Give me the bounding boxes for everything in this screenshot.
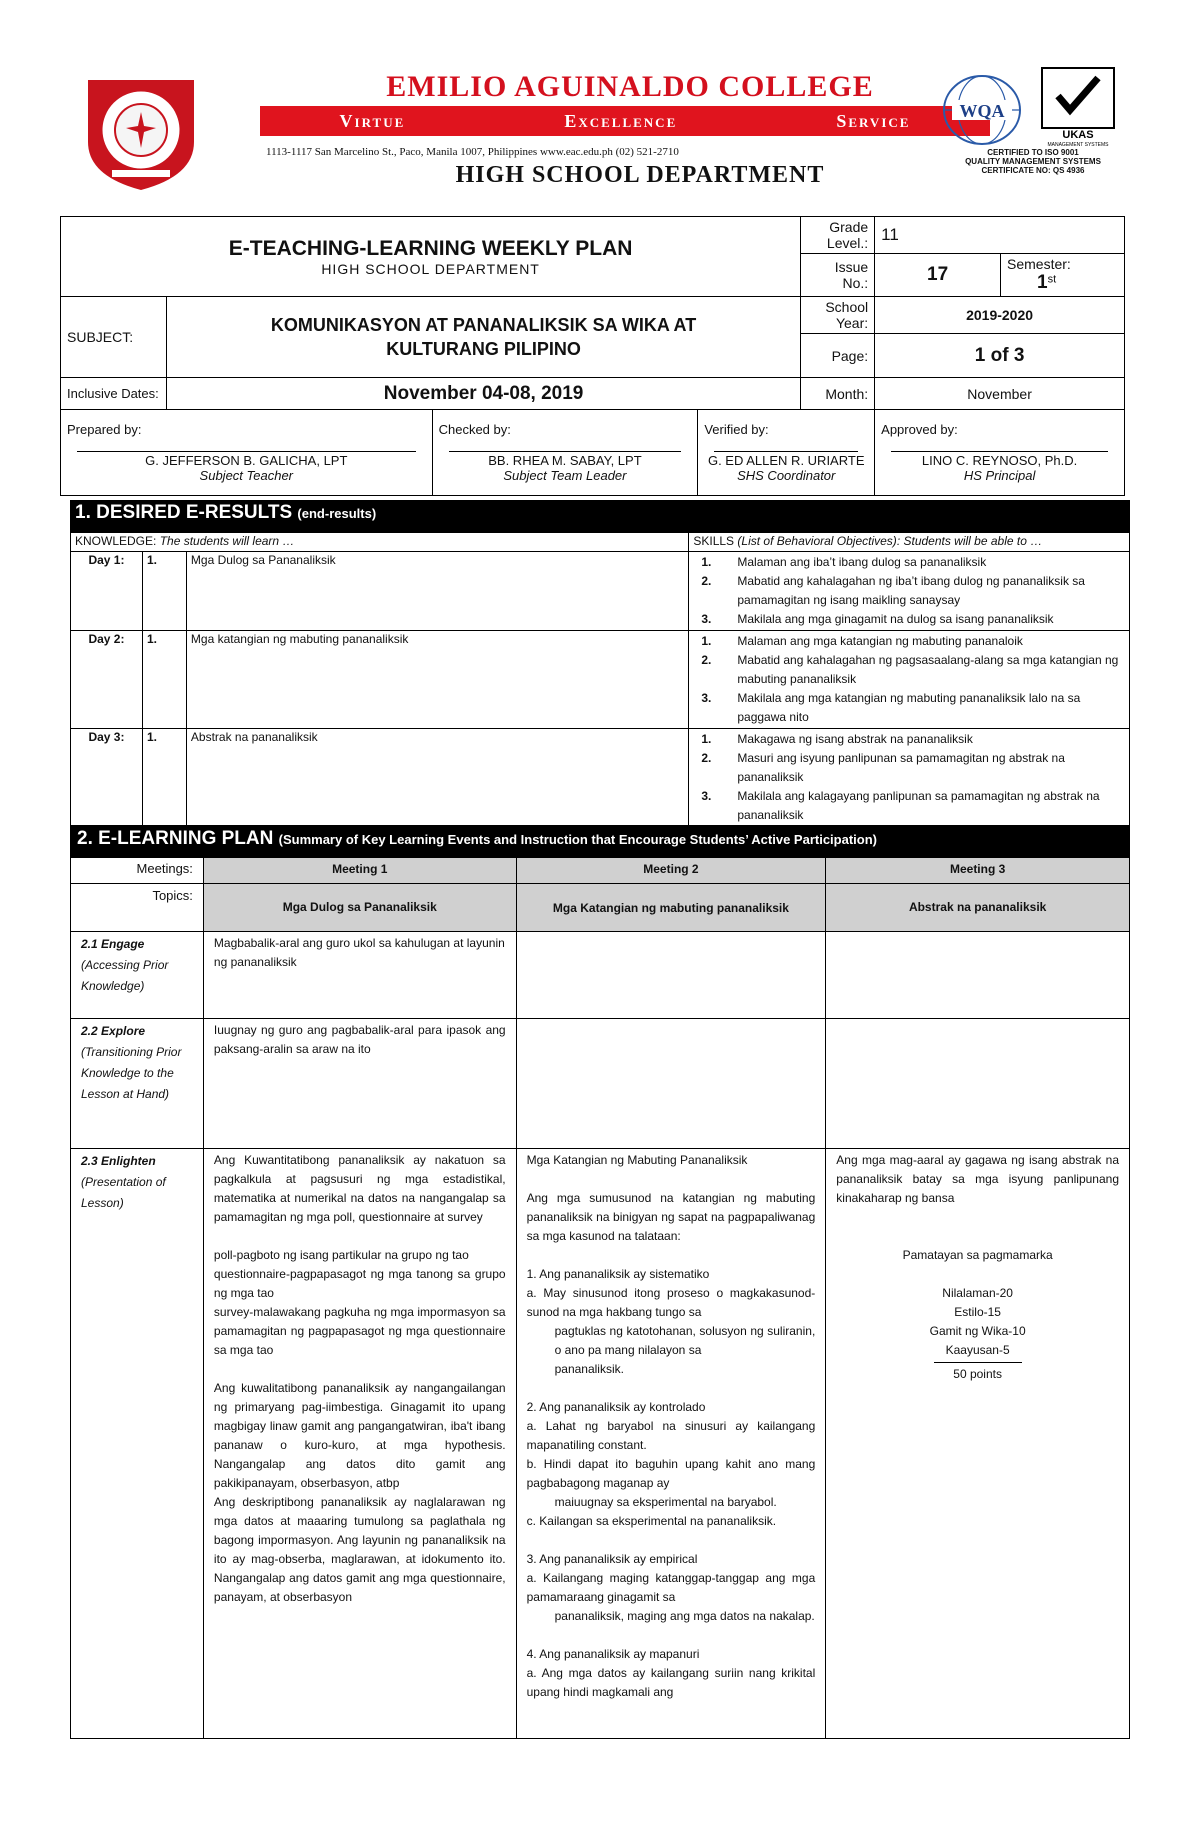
m1-paragraph: Ang Kuwantitatibong pananaliksik ay nakatuon sa pagkalkula at pagsusuri ng mga estadistikal, matematika at numerikal na datos na nangangalap sa pamamagitan ng mga poll, questionnaire at survey xyxy=(213,1153,506,1224)
semester-cell xyxy=(1001,254,1125,297)
semester-suffix: st xyxy=(1047,273,1057,286)
signatory-label: Prepared by: xyxy=(67,422,142,437)
m1-paragraph: poll-pagboto ng isang partikular na grupo ng tao xyxy=(213,1248,469,1262)
skill-item: 2. Mabatid ang kahalagahan ng pagsasaalang-alang sa mga katangian ng mabuting pananaliksik xyxy=(701,653,1119,686)
explore-meeting-1: Iuugnay ng guro ang pagbabalik-aral para ipasok ang paksang-aralin sa araw na ito xyxy=(203,1019,516,1149)
ukas-logo-icon xyxy=(1038,64,1118,148)
learning-plan-table xyxy=(70,825,1130,1739)
m2-item: a. Lahat ng baryabol na sinusuri ay kailangang mapanatiling constant. xyxy=(526,1419,816,1452)
enlighten-num: 2.3 Enlighten xyxy=(81,1154,156,1168)
m2-item: pagtuklas ng katotohanan, solusyon ng suliranin, o ano pa mang nilalayon sa xyxy=(554,1324,816,1357)
semester-value: 1 xyxy=(1037,272,1048,293)
signatory-label: Verified by: xyxy=(704,422,769,437)
signatory-name: G. ED ALLEN R. URIARTE xyxy=(707,453,865,468)
day-3-num: 1. xyxy=(142,729,186,827)
signatory-label: Checked by: xyxy=(438,422,511,437)
rubric-divider xyxy=(934,1362,1022,1363)
meetings-label: Meetings: xyxy=(71,858,204,884)
cert-line-1: CERTIFIED TO ISO 9001 xyxy=(987,148,1079,157)
skill-item: 2. Masuri ang isyung panlipunan sa pamamagitan ng abstrak na pananaliksik xyxy=(701,751,1065,784)
semester-label: Semester: xyxy=(1007,256,1071,272)
plan-subtitle: HIGH SCHOOL DEPARTMENT xyxy=(321,260,540,277)
m2-item: b. Hindi dapat ito baguhin upang kahit ano mang pagbabagong maganap ay xyxy=(526,1457,816,1490)
grade-level-value: 11 xyxy=(875,217,1125,254)
day-3-label: Day 3: xyxy=(71,729,143,827)
desired-results-table xyxy=(70,500,1130,827)
meeting-3-header: Meeting 3 xyxy=(826,858,1130,884)
grade-level-label: Grade Level.: xyxy=(801,217,875,254)
m2-item: 4. Ang pananaliksik ay mapanuri xyxy=(526,1647,700,1661)
section1-title: 1. DESIRED E-RESULTS xyxy=(75,502,293,523)
m2-item: pananaliksik. xyxy=(554,1362,624,1376)
school-year-label: School Year: xyxy=(801,297,875,334)
meeting-1-header: Meeting 1 xyxy=(203,858,516,884)
m2-item: maiuugnay sa eksperimental na baryabol. xyxy=(554,1495,777,1509)
subject-title xyxy=(166,297,800,378)
motto-service: Service xyxy=(836,110,911,131)
rubric-item: Kaayusan-5 xyxy=(945,1343,1010,1357)
college-address: 1113-1117 San Marcelino St., Paco, Manila 1007, Philippines www.eac.edu.ph (02) 521-2710 xyxy=(266,146,679,158)
section2-note: (Summary of Key Learning Events and Instruction that Encourage Students’ Active Participation) xyxy=(278,832,877,847)
signatory-label: Approved by: xyxy=(881,422,958,437)
skill-item: 2. Mabatid ang kahalagahan ng iba’t ibang dulog ng pananaliksik sa pamamagitan ng isang maikling sanaysay xyxy=(701,574,1085,607)
skill-item: 1. Malaman ang iba’t ibang dulog sa pananaliksik xyxy=(701,555,987,569)
signatory-role: Subject Teacher xyxy=(199,468,294,483)
month-value: November xyxy=(875,378,1125,410)
skill-item: 3. Makilala ang kalagayang panlipunan sa pamamagitan ng abstrak na pananaliksik xyxy=(701,789,1100,822)
engage-num: 2.1 Engage xyxy=(81,937,145,951)
page-value: 1 of 3 xyxy=(875,334,1125,378)
issue-value: 17 xyxy=(875,254,1001,297)
signatory-approved xyxy=(875,410,1125,496)
enlighten-label xyxy=(71,1149,204,1739)
knowledge-header: KNOWLEDGE: xyxy=(75,534,157,548)
engage-label xyxy=(71,932,204,1019)
engage-meeting-2 xyxy=(516,932,826,1019)
rubric-item: Estilo-15 xyxy=(954,1305,1001,1319)
college-name: EMILIO AGUINALDO COLLEGE xyxy=(386,70,874,103)
skills-note-2: : Students will be able to … xyxy=(896,534,1043,548)
enlighten-meeting-1 xyxy=(203,1149,516,1739)
skill-item: 1. Makagawa ng isang abstrak na pananaliksik xyxy=(701,732,973,746)
engage-desc: (Accessing Prior Knowledge) xyxy=(81,958,169,993)
m1-paragraph: questionnaire-pagpapasagot ng mga tanong sa grupo ng mga tao xyxy=(213,1267,506,1300)
wqa-label: WQA xyxy=(959,101,1005,121)
explore-label xyxy=(71,1019,204,1149)
day-1-label: Day 1: xyxy=(71,552,143,631)
explore-num: 2.2 Explore xyxy=(81,1024,146,1038)
day-3-skills xyxy=(689,729,1130,827)
m1-paragraph: Ang kuwalitatibong pananaliksik ay nangangailangan ng primaryang pag-iimbestiga. Ginagamit ito upang magbigay linaw gamit ang pangangatwiran, iba't ibang pananaw o kuro-kuro, at mga hypothesis. Nangangalap ang datos dito gamit ang pakikipanayam, obserbasyon, atbp xyxy=(213,1381,506,1490)
signatory-name: LINO C. REYNOSO, Ph.D. xyxy=(921,453,1078,468)
explore-meeting-3 xyxy=(826,1019,1130,1149)
motto-excellence: Excellence xyxy=(564,110,678,131)
day-2-topic: Mga katangian ng mabuting pananaliksik xyxy=(186,631,688,729)
rubric-item: Gamit ng Wika-10 xyxy=(929,1324,1026,1338)
section1-header xyxy=(71,501,1130,533)
letterhead xyxy=(70,60,1140,190)
day-1-num: 1. xyxy=(142,552,186,631)
ukas-sub: MANAGEMENT SYSTEMS xyxy=(1047,142,1109,148)
page-label: Page: xyxy=(801,334,875,378)
skill-item: 3. Makilala ang mga katangian ng mabuting pananaliksik lalo na sa paggawa nito xyxy=(701,691,1081,724)
section2-header xyxy=(71,826,1130,858)
m2-intro: Ang mga sumusunod na katangian ng mabuting pananaliksik na binigyan ng sapat na pagpapaliwanag sa mga kasunod na talataan: xyxy=(526,1191,816,1243)
day-2-label: Day 2: xyxy=(71,631,143,729)
motto-virtue: Virtue xyxy=(339,110,406,131)
skills-note: (List of Behavioral Objectives) xyxy=(737,534,897,548)
signatory-verified xyxy=(698,410,875,496)
day-3-topic: Abstrak na pananaliksik xyxy=(186,729,688,827)
topic-2: Mga Katangian ng mabuting pananaliksik xyxy=(516,884,826,932)
m2-title: Mga Katangian ng Mabuting Pananaliksik xyxy=(526,1153,748,1167)
motto-banner xyxy=(260,106,990,136)
issue-label: Issue No.: xyxy=(801,254,875,297)
m2-item: 1. Ang pananaliksik ay sistematiko xyxy=(526,1267,710,1281)
day-2-skills xyxy=(689,631,1130,729)
section1-note: (end-results) xyxy=(297,506,377,521)
m1-paragraph: survey-malawakang pagkuha ng mga impormasyon sa pamamagitan ng pagpapasagot ng mga questionnaire sa mga tao xyxy=(213,1305,506,1357)
m2-item: a. Kailangang maging katanggap-tanggap ang mga pamamaraang ginagamit sa xyxy=(526,1571,816,1604)
dates-value: November 04-08, 2019 xyxy=(166,378,800,410)
m2-item: pananaliksik, maging ang mga datos na nakalap. xyxy=(554,1609,815,1623)
m3-paragraph: Ang mga mag-aaral ay gagawa ng isang abstrak na pananaliksik batay sa mga isyung panlipunang kinakaharap ng bansa xyxy=(836,1153,1119,1205)
day-1-skills xyxy=(689,552,1130,631)
m1-paragraph: Ang deskriptibong pananaliksik ay naglalarawan ng mga datos at maaaring tumulong sa paglathala ng bagong impormasyon. Ang layunin ng pananaliksik na ito ay mag-obserba, maglarawan, at idokumento ito. Nangangalap ang datos gamit ang mga questionnaire, panayam, at obserbasyon xyxy=(213,1495,506,1604)
cert-line-2: QUALITY MANAGEMENT SYSTEMS xyxy=(965,157,1101,166)
meeting-2-header: Meeting 2 xyxy=(516,858,826,884)
enlighten-meeting-3 xyxy=(826,1149,1130,1739)
cert-line-3: CERTIFICATE NO: QS 4936 xyxy=(981,166,1085,175)
explore-meeting-2 xyxy=(516,1019,826,1149)
signatory-role: SHS Coordinator xyxy=(737,468,836,483)
section2-title: 2. E-LEARNING PLAN xyxy=(77,828,274,849)
signatory-name: BB. RHEA M. SABAY, LPT xyxy=(488,453,642,468)
month-label: Month: xyxy=(801,378,875,410)
day-1-topic: Mga Dulog sa Pananaliksik xyxy=(186,552,688,631)
engage-meeting-3 xyxy=(826,932,1130,1019)
signatory-role: HS Principal xyxy=(963,468,1036,483)
topics-label: Topics: xyxy=(71,884,204,932)
subject-line-1: KOMUNIKASYON AT PANANALIKSIK SA WIKA AT xyxy=(270,315,697,335)
enlighten-meeting-2 xyxy=(516,1149,826,1739)
signatory-prepared xyxy=(61,410,433,496)
subject-label: SUBJECT: xyxy=(61,297,167,378)
skill-item: 3. Makilala ang mga ginagamit na dulog sa isang pananaliksik xyxy=(701,612,1054,626)
knowledge-note: The students will learn … xyxy=(159,534,295,548)
plan-info-table xyxy=(60,216,1125,496)
signatory-name: G. JEFFERSON B. GALICHA, LPT xyxy=(145,453,348,468)
school-year-value: 2019-2020 xyxy=(875,297,1125,334)
rubric-title: Pamatayan sa pagmamarka xyxy=(902,1248,1053,1262)
day-2-num: 1. xyxy=(142,631,186,729)
signatory-checked xyxy=(432,410,698,496)
explore-desc: (Transitioning Prior Knowledge to the Lesson at Hand) xyxy=(81,1045,182,1101)
m2-item: c. Kailangan sa eksperimental na pananaliksik. xyxy=(526,1514,777,1528)
skill-item: 1. Malaman ang mga katangian ng mabuting pananaloik xyxy=(701,634,1023,648)
ukas-label: UKAS xyxy=(1062,129,1094,141)
wqa-logo-icon xyxy=(940,70,1024,150)
skills-header: SKILLS xyxy=(693,534,735,548)
topic-1: Mga Dulog sa Pananaliksik xyxy=(203,884,516,932)
plan-title: E-TEACHING-LEARNING WEEKLY PLAN xyxy=(228,236,633,260)
skills-header-cell xyxy=(689,533,1130,552)
subject-line-2: KULTURANG PILIPINO xyxy=(386,339,581,359)
topic-3: Abstrak na pananaliksik xyxy=(826,884,1130,932)
iso-certification xyxy=(938,148,1128,175)
rubric-item: Nilalaman-20 xyxy=(942,1286,1013,1300)
knowledge-header-cell xyxy=(71,533,689,552)
college-seal-icon xyxy=(78,72,204,192)
m2-item: 2. Ang pananaliksik ay kontrolado xyxy=(526,1400,706,1414)
m2-item: a. Ang mga datos ay kailangang suriin nang krikital upang hindi magkamali ang xyxy=(526,1666,816,1699)
signatory-role: Subject Team Leader xyxy=(503,468,627,483)
m2-item: 3. Ang pananaliksik ay empirical xyxy=(526,1552,698,1566)
plan-title-cell xyxy=(61,217,801,297)
department-heading: HIGH SCHOOL DEPARTMENT xyxy=(455,162,825,188)
dates-label: Inclusive Dates: xyxy=(61,378,167,410)
m2-item: a. May sinusunod itong proseso o magkakasunod-sunod na mga hakbang tungo sa xyxy=(526,1286,816,1319)
enlighten-desc: (Presentation of Lesson) xyxy=(81,1175,166,1210)
engage-meeting-1: Magbabalik-aral ang guro ukol sa kahulugan at layunin ng pananaliksik xyxy=(203,932,516,1019)
rubric-total: 50 points xyxy=(953,1367,1002,1381)
